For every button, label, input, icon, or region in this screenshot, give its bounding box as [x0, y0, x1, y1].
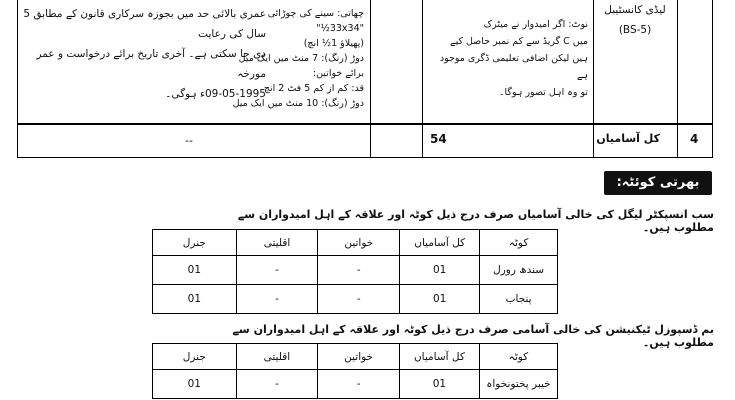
minority-cell: - [236, 285, 318, 314]
post-title: لیڈی کانسٹیبل [604, 4, 666, 16]
total-count: 54 [430, 132, 447, 146]
eligibility-line: دی جا سکتی ہے۔ آخری تاریخ برائے درخواست و عمر مورخہ [36, 48, 266, 80]
total-cell: 01 [400, 256, 480, 285]
total-label: کل آسامیاں [596, 132, 660, 145]
section1-table [152, 229, 558, 314]
table-row [153, 370, 558, 399]
eligibility-line: 09-05-1995ء ہوگی۔ [165, 88, 266, 100]
qualification-line: میں C گریڈ سے کم نمبر حاصل کیے [450, 36, 588, 47]
physical-line: دوڑ (رنگ): 10 منٹ میں ایک میل [232, 98, 364, 109]
table-row [153, 256, 558, 285]
quota-cell: سندھ رورل [480, 256, 558, 285]
total-cell: 01 [399, 370, 479, 399]
total-dash: -- [185, 134, 193, 147]
women-cell: - [318, 285, 400, 314]
post-name [596, 0, 674, 40]
qualification-note [426, 16, 588, 101]
serial-number: 4 [690, 132, 699, 146]
total-cell: 01 [400, 285, 480, 314]
header-general: جنرل [153, 230, 237, 256]
header-women: خواتین [318, 230, 400, 256]
quota-cell: خیبر پختونخواہ [479, 370, 557, 399]
header-quota: کوٹہ [480, 230, 558, 256]
general-cell: 01 [153, 256, 237, 285]
section-badge: بھرتی کوئٹہ: [604, 171, 712, 195]
header-women: خواتین [318, 344, 400, 370]
qualification-line: نوٹ: اگر امیدوار نے میٹرک [483, 19, 588, 30]
qualification-line: ہیں لیکن اضافی تعلیمی ڈگری موجود ہے [439, 53, 588, 81]
section2-heading: بم ڈسپوزل ٹیکنیشن کی خالی آسامی صرف درج ذیل کوٹہ اور علاقہ کے اہل امیدواران سے مطلوب ہیں۔ [232, 323, 714, 349]
header-quota: کوٹہ [479, 344, 557, 370]
physical-line: چھاتی: سینے کی چوڑائی "33x34½" [267, 8, 364, 34]
header-minority: اقلیتی [236, 230, 318, 256]
minority-cell: - [236, 256, 318, 285]
header-general: جنرل [153, 344, 237, 370]
physical-line: (پھیلاؤ 1½ انچ) [303, 38, 364, 49]
general-cell: 01 [153, 370, 237, 399]
physical-line: دوڑ (رنگ): 7 منٹ میں ایک میل [238, 53, 364, 64]
physical-line: برائے خواتین: [312, 68, 364, 79]
header-total: کل آسامیاں [400, 230, 480, 256]
physical-standards [228, 6, 364, 111]
women-cell: - [318, 256, 400, 285]
section1-heading: سب انسپکٹر لیگل کی خالی آسامیاں صرف درج ذیل کوٹہ اور علاقہ کے اہل امیدواران سے مطلوب ہیں۔ [237, 208, 714, 234]
quota-cell: پنجاب [480, 285, 558, 314]
general-cell: 01 [153, 285, 237, 314]
physical-line: قد: کم از کم 5 فٹ 2 انچ [263, 83, 364, 94]
eligibility-line: عمری بالائی حد میں بجوزہ سرکاری قانون کے مطابق 5 سال کی رعایت [23, 8, 266, 40]
section2-table [152, 343, 558, 399]
post-scale: (BS-5) [618, 24, 652, 36]
minority-cell: - [236, 370, 318, 399]
women-cell: - [318, 370, 400, 399]
header-minority: اقلیتی [236, 344, 318, 370]
table-row [153, 285, 558, 314]
qualification-line: تو وہ اہل تصور ہوگا۔ [498, 87, 588, 98]
header-total: کل آسامیاں [399, 344, 479, 370]
